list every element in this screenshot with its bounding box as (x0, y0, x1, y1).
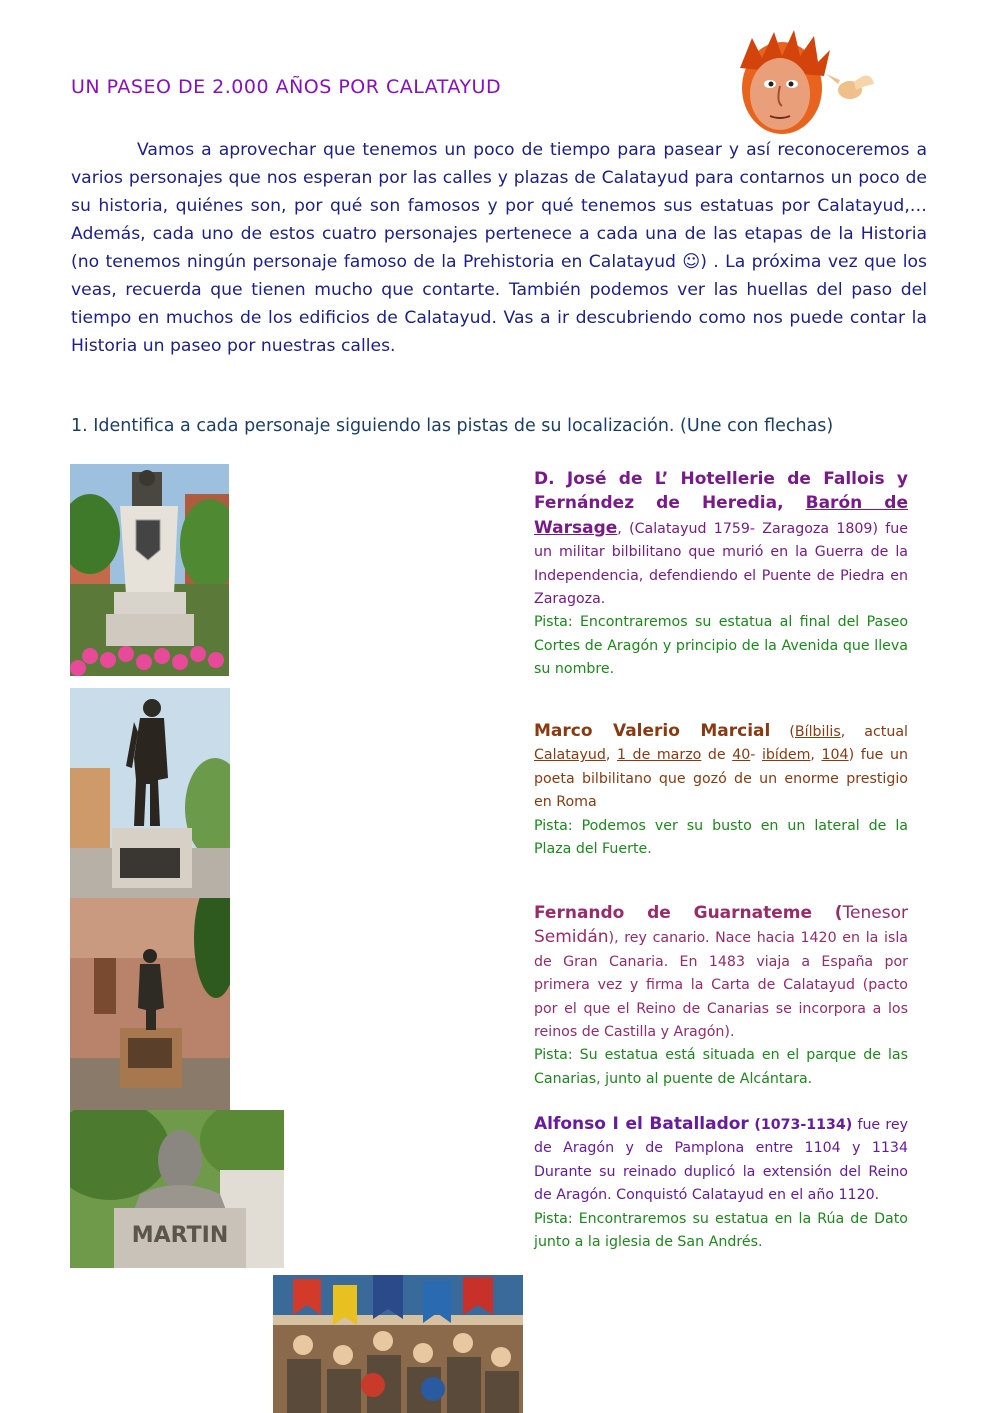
link-year-40[interactable]: 40 (732, 747, 751, 764)
link-bilbilis[interactable]: Bílbilis (794, 724, 841, 740)
link-date[interactable]: 1 de marzo (616, 747, 702, 764)
entry-alt-name: Tenesor Semidán (534, 903, 908, 948)
entry-name: D. José de L’ Hotellerie de Fallois y Fernández de Heredia, (534, 469, 908, 514)
entry-marcial (534, 720, 908, 861)
question-1: 1. Identifica a cada personaje siguiendo las pistas de su localización. (Une con flechas) (71, 416, 834, 436)
entry-clue: Pista: Podemos ver su busto en un lateral de la Plaza del Fuerte. (534, 817, 908, 858)
bust-inscription: MARTIN (131, 1223, 229, 1248)
entry-alfonso (534, 1113, 908, 1254)
entry-description: ) fue un poeta bilbilitano que gozó de un enorme prestigio en Roma (534, 747, 908, 811)
link-calatayud[interactable]: Calatayud (534, 747, 606, 764)
photo-baron-monument (70, 464, 229, 676)
entry-name: Marco Valerio Marcial (534, 721, 771, 741)
link-year-104[interactable]: 104 (821, 747, 849, 764)
entry-description: fue rey de Aragón y de Pamplona entre 1104 y 1134 Durante su reinado duplicó la extensión del Reino de Aragón. Conquistó Calatayud en el año 1120. (534, 1117, 908, 1204)
entry-text: - (750, 747, 762, 764)
entry-text: , actual (840, 724, 908, 740)
entry-dates: (1073-1134) (748, 1117, 853, 1133)
entry-baron-warsage (534, 468, 908, 682)
entry-clue: Pista: Encontraremos su estatua al final del Paseo Cortes de Aragón y principio de la Avenida que lleva su nombre. (534, 614, 908, 678)
page-title: UN PASEO DE 2.000 AÑOS POR CALATAYUD (71, 76, 502, 98)
photo-standing-statue (70, 688, 230, 898)
entry-clue: Pista: Su estatua está situada en el parque de las Canarias, junto al puente de Alcántara. (534, 1047, 908, 1087)
entry-text: , (605, 747, 617, 764)
entry-text: , (810, 747, 822, 764)
entry-clue: Pista: Encontraremos su estatua en la Rúa de Dato junto a la iglesia de San Andrés. (534, 1210, 908, 1251)
battle-illustration (273, 1275, 523, 1413)
entry-text: de (701, 747, 733, 764)
entry-text: ( (770, 724, 795, 740)
caricature-illustration (722, 28, 882, 138)
photo-bust (70, 1110, 284, 1268)
entry-name: Alfonso I el Batallador (534, 1114, 749, 1134)
intro-paragraph: Vamos a aprovechar que tenemos un poco de tiempo para pasear y así reconoceremos a varios personajes que nos esperan por las calles y plazas de Calatayud para contarnos un poco de su historia, quiénes son, por qué son famosos y por qué tenemos sus estatuas por Calatayud,… Además, cada uno de estos cuatro personajes pertenece a cada una de las etapas de la Historia (no tenemos ningún personaje famoso de la Prehistoria en Calatayud ☺) . La próxima vez que los veas, recuerda que tienen mucho que contarte. También podemos ver las huellas del paso del tiempo en muchos de los edificios de Calatayud. Vas a ir descubriendo como nos puede contar la Historia un paseo por nuestras calles. (71, 140, 927, 356)
entry-description: ), rey canario. Nace hacia 1420 en la isla de Gran Canaria. En 1483 viaja a España por primera vez y firma la Carta de Calatayud (pacto por el que el Reino de Canarias se incorpora a los reinos de Castilla y Aragón). (534, 930, 908, 1041)
entry-name: Fernando de Guarnateme ( (534, 903, 843, 923)
entry-guarnateme (534, 902, 908, 1091)
link-ibidem[interactable]: ibídem (761, 747, 811, 764)
entry-link[interactable]: Barón de Warsage (534, 493, 908, 538)
entry-description: , (Calatayud 1759- Zaragoza 1809) fue un militar bilbilitano que murió en la Guerra de la Independencia, defendiendo el Puente de Piedra en Zaragoza. (534, 520, 908, 608)
photo-guarnateme-statue (70, 898, 230, 1110)
